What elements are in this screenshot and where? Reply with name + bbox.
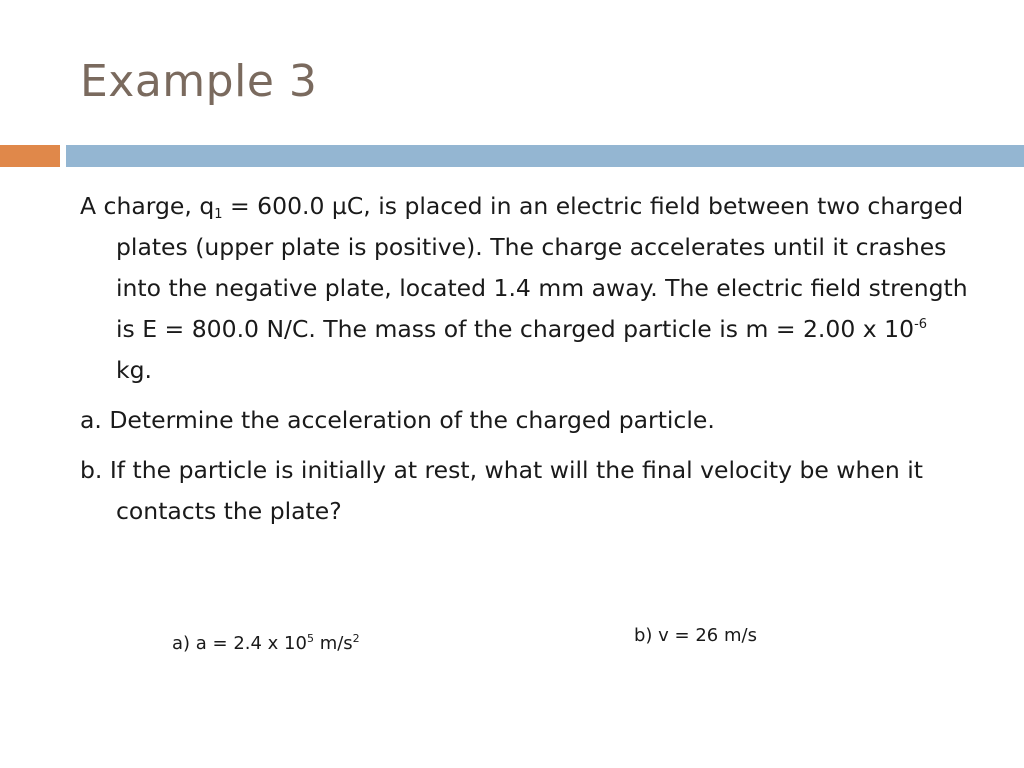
problem-text-1: A charge, q <box>80 192 215 220</box>
question-b: b. If the particle is initially at rest, what will the final velocity be when it contacts the plate? <box>80 456 923 525</box>
charge-subscript: 1 <box>214 207 223 222</box>
answer-a <box>172 633 360 654</box>
question-a: a. Determine the acceleration of the charged particle. <box>80 406 715 434</box>
problem-text-2: = 600.0 µC, is placed in an electric field between two charged plates (upper plate is positive). The charge accelerates until it crashes into the negative plate, located 1.4 mm away. The electric field strength is E = 800.0 N/C. The mass of the charged particle is m = 2.00 x 10 <box>116 192 968 343</box>
slide-title: Example 3 <box>80 56 318 107</box>
answer-b: b) v = 26 m/s <box>634 625 757 646</box>
problem-text <box>80 186 970 541</box>
problem-text-3: kg. <box>116 356 152 384</box>
answer-a-unit: m/s <box>313 633 353 654</box>
answer-a-text: a) a = 2.4 x 10 <box>172 633 307 654</box>
answer-a-exponent: 5 <box>306 632 314 645</box>
accent-bar <box>0 145 60 167</box>
answer-a-unit-exponent: 2 <box>352 632 360 645</box>
mass-exponent: -6 <box>914 317 928 332</box>
problem-statement <box>80 186 970 391</box>
title-divider-bar <box>66 145 1024 167</box>
